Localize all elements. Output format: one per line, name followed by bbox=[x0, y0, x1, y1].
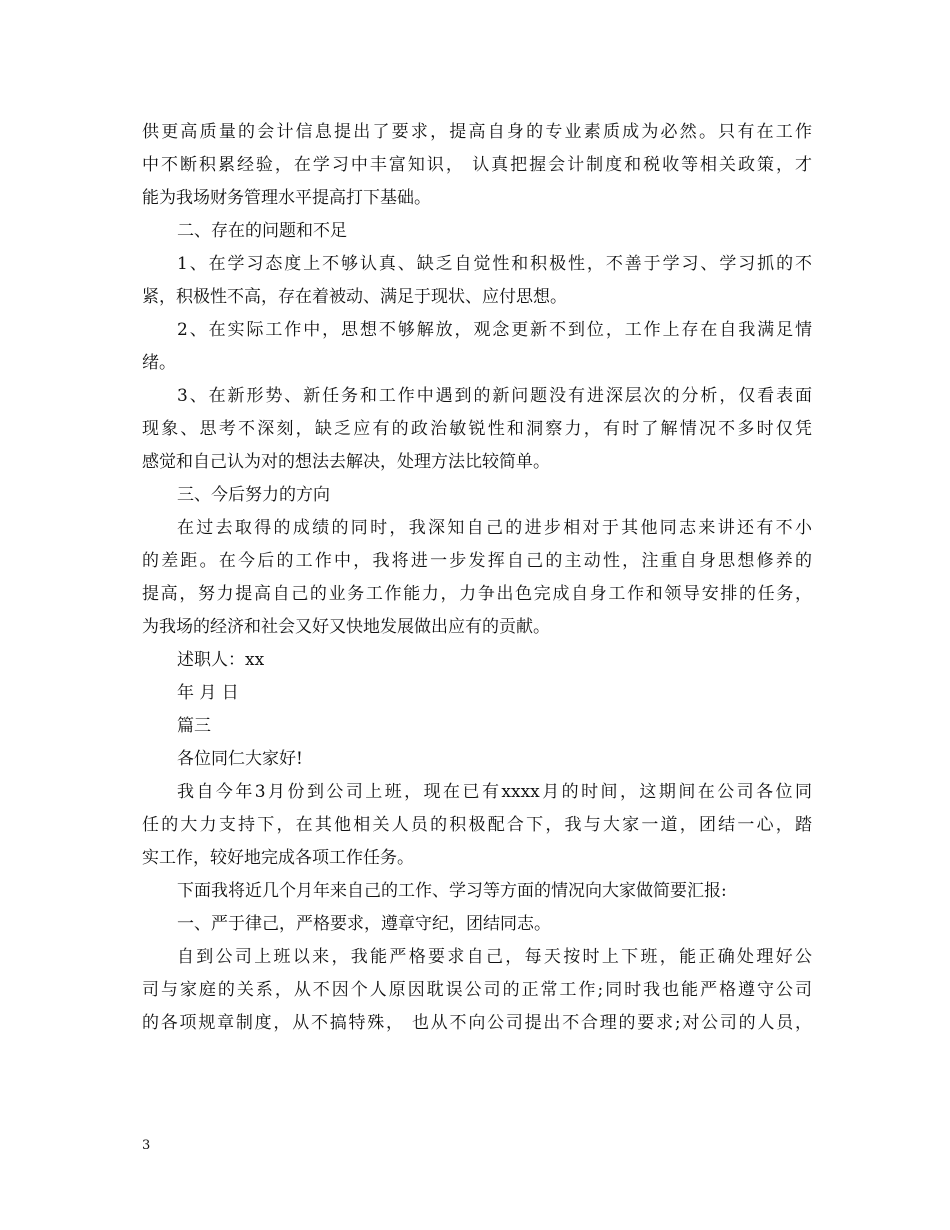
page-number: 3 bbox=[142, 1138, 151, 1153]
text-line: 我自今年3月份到公司上班，现在已有xxxx月的时间，这期间在公司各位同 bbox=[177, 782, 812, 802]
text-line: 的差距。在今后的工作中，我将进一步发挥自己的主动性，注重自身思想修养的 bbox=[142, 551, 812, 571]
text-line: 感觉和自己认为对的想法去解决，处理方法比较简单。 bbox=[142, 452, 550, 472]
text-line: 一、严于律己，严格要求，遵章守纪，团结同志。 bbox=[177, 914, 551, 934]
text-line: 篇三 bbox=[177, 716, 211, 736]
text-line: 自到公司上班以来，我能严格要求自己，每天按时上下班，能正确处理好公 bbox=[177, 947, 812, 967]
text-line: 任的大力支持下，在其他相关人员的积极配合下，我与大家一道，团结一心，踏 bbox=[142, 815, 812, 835]
text-line: 现象、思考不深刻，缺乏应有的政治敏锐性和洞察力，有时了解情况不多时仅凭 bbox=[142, 419, 812, 439]
text-line: 2、在实际工作中，思想不够解放，观念更新不到位，工作上存在自我满足情 bbox=[177, 320, 812, 340]
text-line: 为我场的经济和社会又好又快地发展做出应有的贡献。 bbox=[142, 617, 550, 637]
text-line: 提高，努力提高自己的业务工作能力，力争出色完成自身工作和领导安排的任务， bbox=[142, 584, 812, 604]
text-line: 1、在学习态度上不够认真、缺乏自觉性和积极性，不善于学习、学习抓的不 bbox=[177, 254, 812, 274]
text-line: 二、存在的问题和不足 bbox=[177, 221, 347, 241]
text-line: 三、今后努力的方向 bbox=[177, 485, 330, 505]
text-line: 绪。 bbox=[142, 353, 176, 373]
body-text bbox=[142, 116, 812, 1040]
text-line: 紧，积极性不高，存在着被动、满足于现状、应付思想。 bbox=[142, 287, 567, 307]
text-line: 各位同仁大家好! bbox=[177, 749, 303, 769]
text-line: 在过去取得的成绩的同时，我深知自己的进步相对于其他同志来讲还有不小 bbox=[177, 518, 812, 538]
text-line: 中不断积累经验，在学习中丰富知识， 认真把握会计制度和税收等相关政策，才 bbox=[142, 155, 812, 175]
text-line: 的各项规章制度，从不搞特殊， 也从不向公司提出不合理的要求;对公司的人员， bbox=[142, 1013, 812, 1033]
text-line: 年 月 日 bbox=[177, 683, 239, 703]
text-line: 能为我场财务管理水平提高打下基础。 bbox=[142, 188, 431, 208]
text-line: 实工作，较好地完成各项工作任务。 bbox=[142, 848, 414, 868]
text-line: 3、在新形势、新任务和工作中遇到的新问题没有进深层次的分析，仅看表面 bbox=[177, 386, 812, 406]
text-line: 司与家庭的关系，从不因个人原因耽误公司的正常工作;同时我也能严格遵守公司 bbox=[142, 980, 812, 1000]
text-line: 供更高质量的会计信息提出了要求，提高自身的专业素质成为必然。只有在工作 bbox=[142, 122, 812, 142]
text-line: 述职人：xx bbox=[177, 650, 265, 670]
text-line: 下面我将近几个月年来自己的工作、学习等方面的情况向大家做简要汇报: bbox=[177, 881, 727, 901]
